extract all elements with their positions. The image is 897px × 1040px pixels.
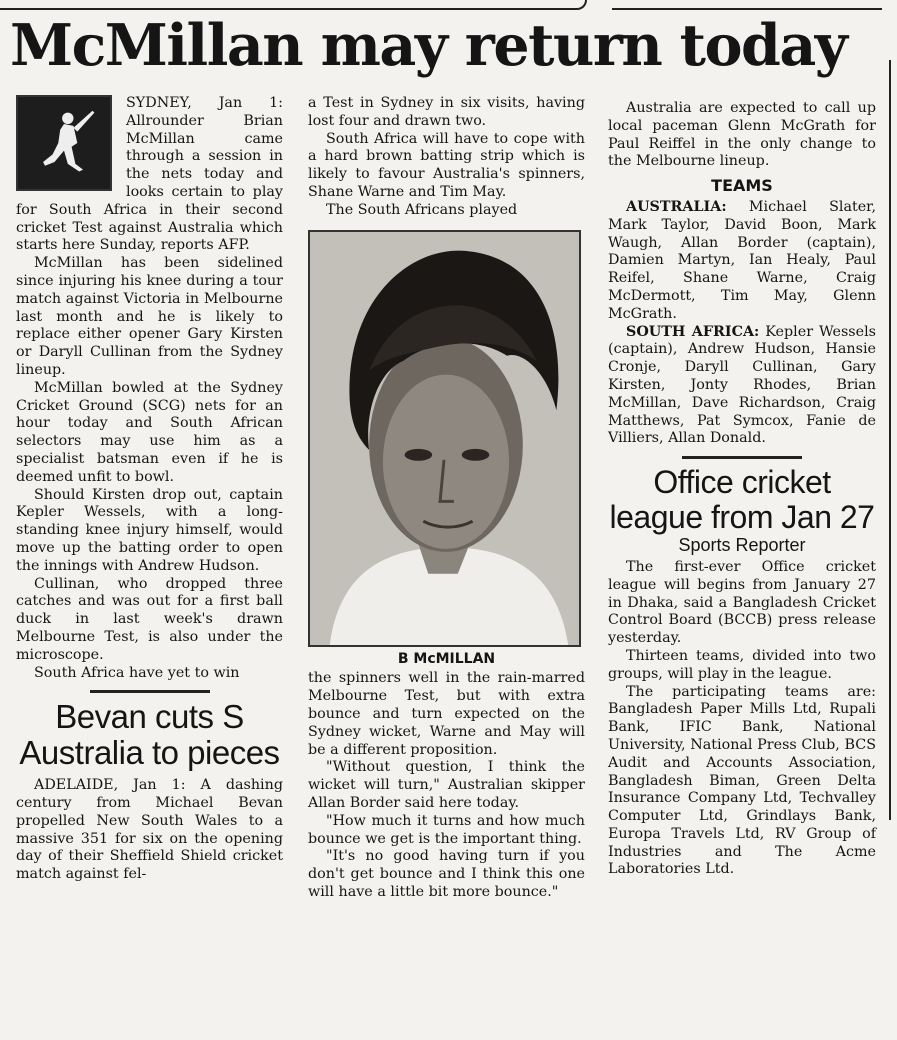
column-1: [16, 95, 283, 884]
photo-caption: B McMILLAN: [397, 650, 496, 667]
south-africa-team-list: [608, 324, 876, 449]
main-story-p11: "Without question, I think the wicket will turn," Australian skipper Allan Border said here today.: [308, 759, 585, 811]
portrait-image: [310, 232, 579, 645]
main-story-p6: South Africa have yet to win: [34, 664, 240, 681]
right-edge-rule: [889, 60, 897, 820]
main-story-p8: South Africa will have to cope with a hard brown batting strip which is likely to favour Australia's spinners, Shane Warne and Tim May.: [308, 130, 585, 200]
main-story-p9: The South Africans played: [326, 201, 518, 218]
story-separator-2: [682, 456, 802, 459]
main-story-p3: McMillan bowled at the Sydney Cricket Ground (SCG) nets for an hour today and South African selectors may use him as a specialist batsman even if he is deemed unfit to bowl.: [16, 379, 283, 485]
teams-heading: TEAMS: [711, 176, 773, 196]
main-story-p13: "It's no good having turn if you don't get bounce and I think this one will have a little bit more bounce.": [308, 848, 585, 900]
office-story-p1: The first-ever Office cricket league will begins from January 27 in Dhaka, said a Bangladesh Cricket Control Board (BCCB) press release yesterday.: [608, 558, 876, 647]
bevan-headline: Bevan cuts S Australia to pieces: [19, 698, 280, 772]
bevan-story-body: ADELAIDE, Jan 1: A dashing century from Michael Bevan propelled New South Wales to a massive 351 for six on the opening day of their Sheffield Shield cricket match against fel-: [16, 777, 283, 883]
main-story-p14: Australia are expected to call up local paceman Glenn McGrath for Paul Reiffel in the only change to the Melbourne lineup.: [608, 100, 876, 170]
main-story-p10: the spinners well in the rain-marred Melbourne Test, but with extra bounce and turn expected on the Sydney wicket, Warne and May will be a different proposition.: [308, 670, 585, 758]
main-headline: McMillan may return today: [10, 12, 847, 79]
column-3: [608, 100, 876, 879]
main-story-p12: "How much it turns and how much bounce we get is the important thing.: [308, 812, 585, 847]
main-story-p2: McMillan has been sidelined since injuring his knee during a tour match against Victoria in Melbourne last month and he is likely to replace either opener Gary Kirsten or Daryll Cullinan from the Sydney lineup.: [16, 255, 283, 378]
main-story-p4: Should Kirsten drop out, captain Kepler Wessels, with a long-standing knee injury himself, would move up the batting order to open the innings with Andrew Hudson.: [16, 486, 283, 574]
main-story-p1: SYDNEY, Jan 1: Allrounder Brian McMillan came through a session in the nets today and looks certain to play for South Africa in their second cricket Test against Australia which starts here Sunday, reports AFP.: [16, 95, 283, 254]
australia-team-list: [608, 199, 876, 324]
column-2: [308, 95, 585, 902]
mcmillan-photo: [308, 230, 581, 647]
main-story-p7: a Test in Sydney in six visits, having lost four and drawn two.: [308, 95, 585, 129]
main-story-p5: Cullinan, who dropped three catches and was out for a first ball duck in last week's drawn Melbourne Test, is also under the microscope.: [16, 575, 283, 663]
australia-players: Michael Slater, Mark Taylor, David Boon, Mark Waugh, Allan Border (captain), Damien Martyn, Ian Healy, Paul Reifel, Shane Warne, Craig McDermott, Tim May, Glenn McGrath.: [608, 198, 876, 322]
office-story-p3: The participating teams are: Bangladesh Paper Mills Ltd, Rupali Bank, IFIC Bank, National University, National Press Club, BCS Audit and Accounts Association, Bangladesh Biman, Green Delta Insurance Company Ltd, Techvalley Computer Ltd, Grindlays Bank, Europa Travels Ltd, RV Group of Industries and The Acme Laboratories Ltd.: [608, 683, 876, 878]
office-story-p2: Thirteen teams, divided into two groups, will play in the league.: [608, 647, 876, 682]
south-africa-players: Kepler Wessels (captain), Andrew Hudson, Hansie Cronje, Daryll Cullinan, Gary Kirsten, Jonty Rhodes, Brian McMillan, Dave Richardson, Craig Matthews, Pat Symcox, Fanie de Villiers, Allan Donald.: [608, 323, 876, 447]
office-league-headline: Office cricket league from Jan 27: [609, 464, 875, 536]
byline: Sports Reporter: [678, 535, 806, 556]
south-africa-label: SOUTH AFRICA:: [626, 323, 760, 340]
top-rule-right: [612, 0, 882, 10]
australia-label: AUSTRALIA:: [626, 198, 727, 215]
batsman-silhouette-icon: [26, 105, 102, 181]
story-separator: [90, 690, 210, 693]
cricket-logo-icon: [16, 95, 112, 191]
top-rule-left: [0, 0, 587, 10]
